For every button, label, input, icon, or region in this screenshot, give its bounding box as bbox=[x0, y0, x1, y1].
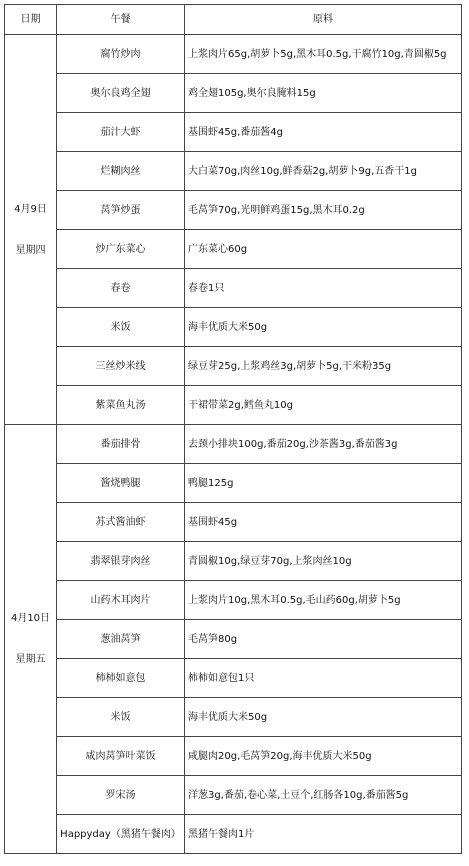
table-row bbox=[5, 464, 462, 503]
table-row bbox=[5, 503, 462, 542]
meal-name: 酱烧鸭腿 bbox=[57, 464, 185, 503]
meal-name: 米饭 bbox=[57, 698, 185, 737]
ingredients-text: 去颈小排块100g,番茄20g,沙茶酱3g,番茄酱3g bbox=[185, 425, 462, 464]
meal-name: 炒广东菜心 bbox=[57, 230, 185, 269]
ingredients-text: 干裙带菜2g,鳕鱼丸10g bbox=[185, 386, 462, 425]
table-row bbox=[5, 191, 462, 230]
table-row bbox=[5, 113, 462, 152]
meal-name: 茄汁大虾 bbox=[57, 113, 185, 152]
table-row bbox=[5, 269, 462, 308]
meal-name: 苏式酱油虾 bbox=[57, 503, 185, 542]
ingredients-text: 青圆椒10g,绿豆芽70g,上浆肉丝10g bbox=[185, 542, 462, 581]
weekday-label: 星期五 bbox=[15, 654, 46, 665]
table-row bbox=[5, 737, 462, 776]
ingredients-text: 绿豆芽25g,上浆鸡丝3g,胡萝卜5g,干米粉35g bbox=[185, 347, 462, 386]
ingredients-text: 黑猪午餐肉1片 bbox=[185, 815, 462, 854]
ingredients-text: 基围虾45g,番茄酱4g bbox=[185, 113, 462, 152]
meal-name: 春卷 bbox=[57, 269, 185, 308]
ingredients-text: 鸭腿125g bbox=[185, 464, 462, 503]
table-row bbox=[5, 35, 462, 74]
ingredients-text: 鸡全翅105g,奥尔良腌料15g bbox=[185, 74, 462, 113]
ingredients-text: 大白菜70g,肉丝10g,鲜香菇2g,胡萝卜9g,五香干1g bbox=[185, 152, 462, 191]
meal-name: 烂糊肉丝 bbox=[57, 152, 185, 191]
table-row bbox=[5, 815, 462, 854]
menu-body bbox=[5, 35, 462, 854]
date-cell bbox=[5, 425, 57, 854]
meal-name: 米饭 bbox=[57, 308, 185, 347]
meal-name: 葱油莴笋 bbox=[57, 620, 185, 659]
table-row bbox=[5, 425, 462, 464]
table-row bbox=[5, 230, 462, 269]
date-label: 4月9日 bbox=[14, 203, 47, 215]
meal-name: 三丝炒米线 bbox=[57, 347, 185, 386]
meal-name: 山药木耳肉片 bbox=[57, 581, 185, 620]
header-lunch: 午餐 bbox=[57, 5, 185, 35]
table-row bbox=[5, 386, 462, 425]
meal-name: 柿柿如意包 bbox=[57, 659, 185, 698]
table-row bbox=[5, 74, 462, 113]
table-row bbox=[5, 581, 462, 620]
ingredients-text: 海丰优质大米50g bbox=[185, 308, 462, 347]
meal-name: 莴笋炒蛋 bbox=[57, 191, 185, 230]
lunch-menu-table bbox=[4, 4, 462, 854]
ingredients-text: 广东菜心60g bbox=[185, 230, 462, 269]
ingredients-text: 洋葱3g,番茄,卷心菜,土豆个,红肠各10g,番茄酱5g bbox=[185, 776, 462, 815]
table-row bbox=[5, 776, 462, 815]
header-row bbox=[5, 5, 462, 35]
ingredients-text: 春卷1只 bbox=[185, 269, 462, 308]
ingredients-text: 上浆肉片10g,黑木耳0.5g,毛山药60g,胡萝卜5g bbox=[185, 581, 462, 620]
ingredients-text: 基围虾45g bbox=[185, 503, 462, 542]
ingredients-text: 柿柿如意包1只 bbox=[185, 659, 462, 698]
header-date: 日期 bbox=[5, 5, 57, 35]
ingredients-text: 毛莴笋80g bbox=[185, 620, 462, 659]
ingredients-text: 上浆肉片65g,胡萝卜5g,黑木耳0.5g,干腐竹10g,青圆椒5g bbox=[185, 35, 462, 74]
meal-name: 番茄排骨 bbox=[57, 425, 185, 464]
ingredients-text: 海丰优质大米50g bbox=[185, 698, 462, 737]
table-row bbox=[5, 347, 462, 386]
ingredients-text: 毛莴笋70g,光明鲜鸡蛋15g,黑木耳0.2g bbox=[185, 191, 462, 230]
date-label: 4月10日 bbox=[10, 613, 51, 624]
meal-name: 腐竹炒肉 bbox=[57, 35, 185, 74]
table-row bbox=[5, 152, 462, 191]
table-row bbox=[5, 620, 462, 659]
table-row bbox=[5, 542, 462, 581]
table-row bbox=[5, 308, 462, 347]
meal-name: 咸肉莴笋叶菜饭 bbox=[57, 737, 185, 776]
header-ingredients: 原料 bbox=[185, 5, 462, 35]
date-cell bbox=[5, 35, 57, 425]
weekday-label: 星期四 bbox=[15, 244, 46, 256]
table-row bbox=[5, 659, 462, 698]
ingredients-text: 咸腿肉20g,毛莴笋20g,海丰优质大米50g bbox=[185, 737, 462, 776]
meal-name: 罗宋汤 bbox=[57, 776, 185, 815]
meal-name: 翡翠银芽肉丝 bbox=[57, 542, 185, 581]
table-row bbox=[5, 698, 462, 737]
meal-name: 奥尔良鸡全翅 bbox=[57, 74, 185, 113]
meal-name: 紫菜鱼丸汤 bbox=[57, 386, 185, 425]
meal-name: Happyday（黑猪午餐肉） bbox=[57, 815, 185, 854]
